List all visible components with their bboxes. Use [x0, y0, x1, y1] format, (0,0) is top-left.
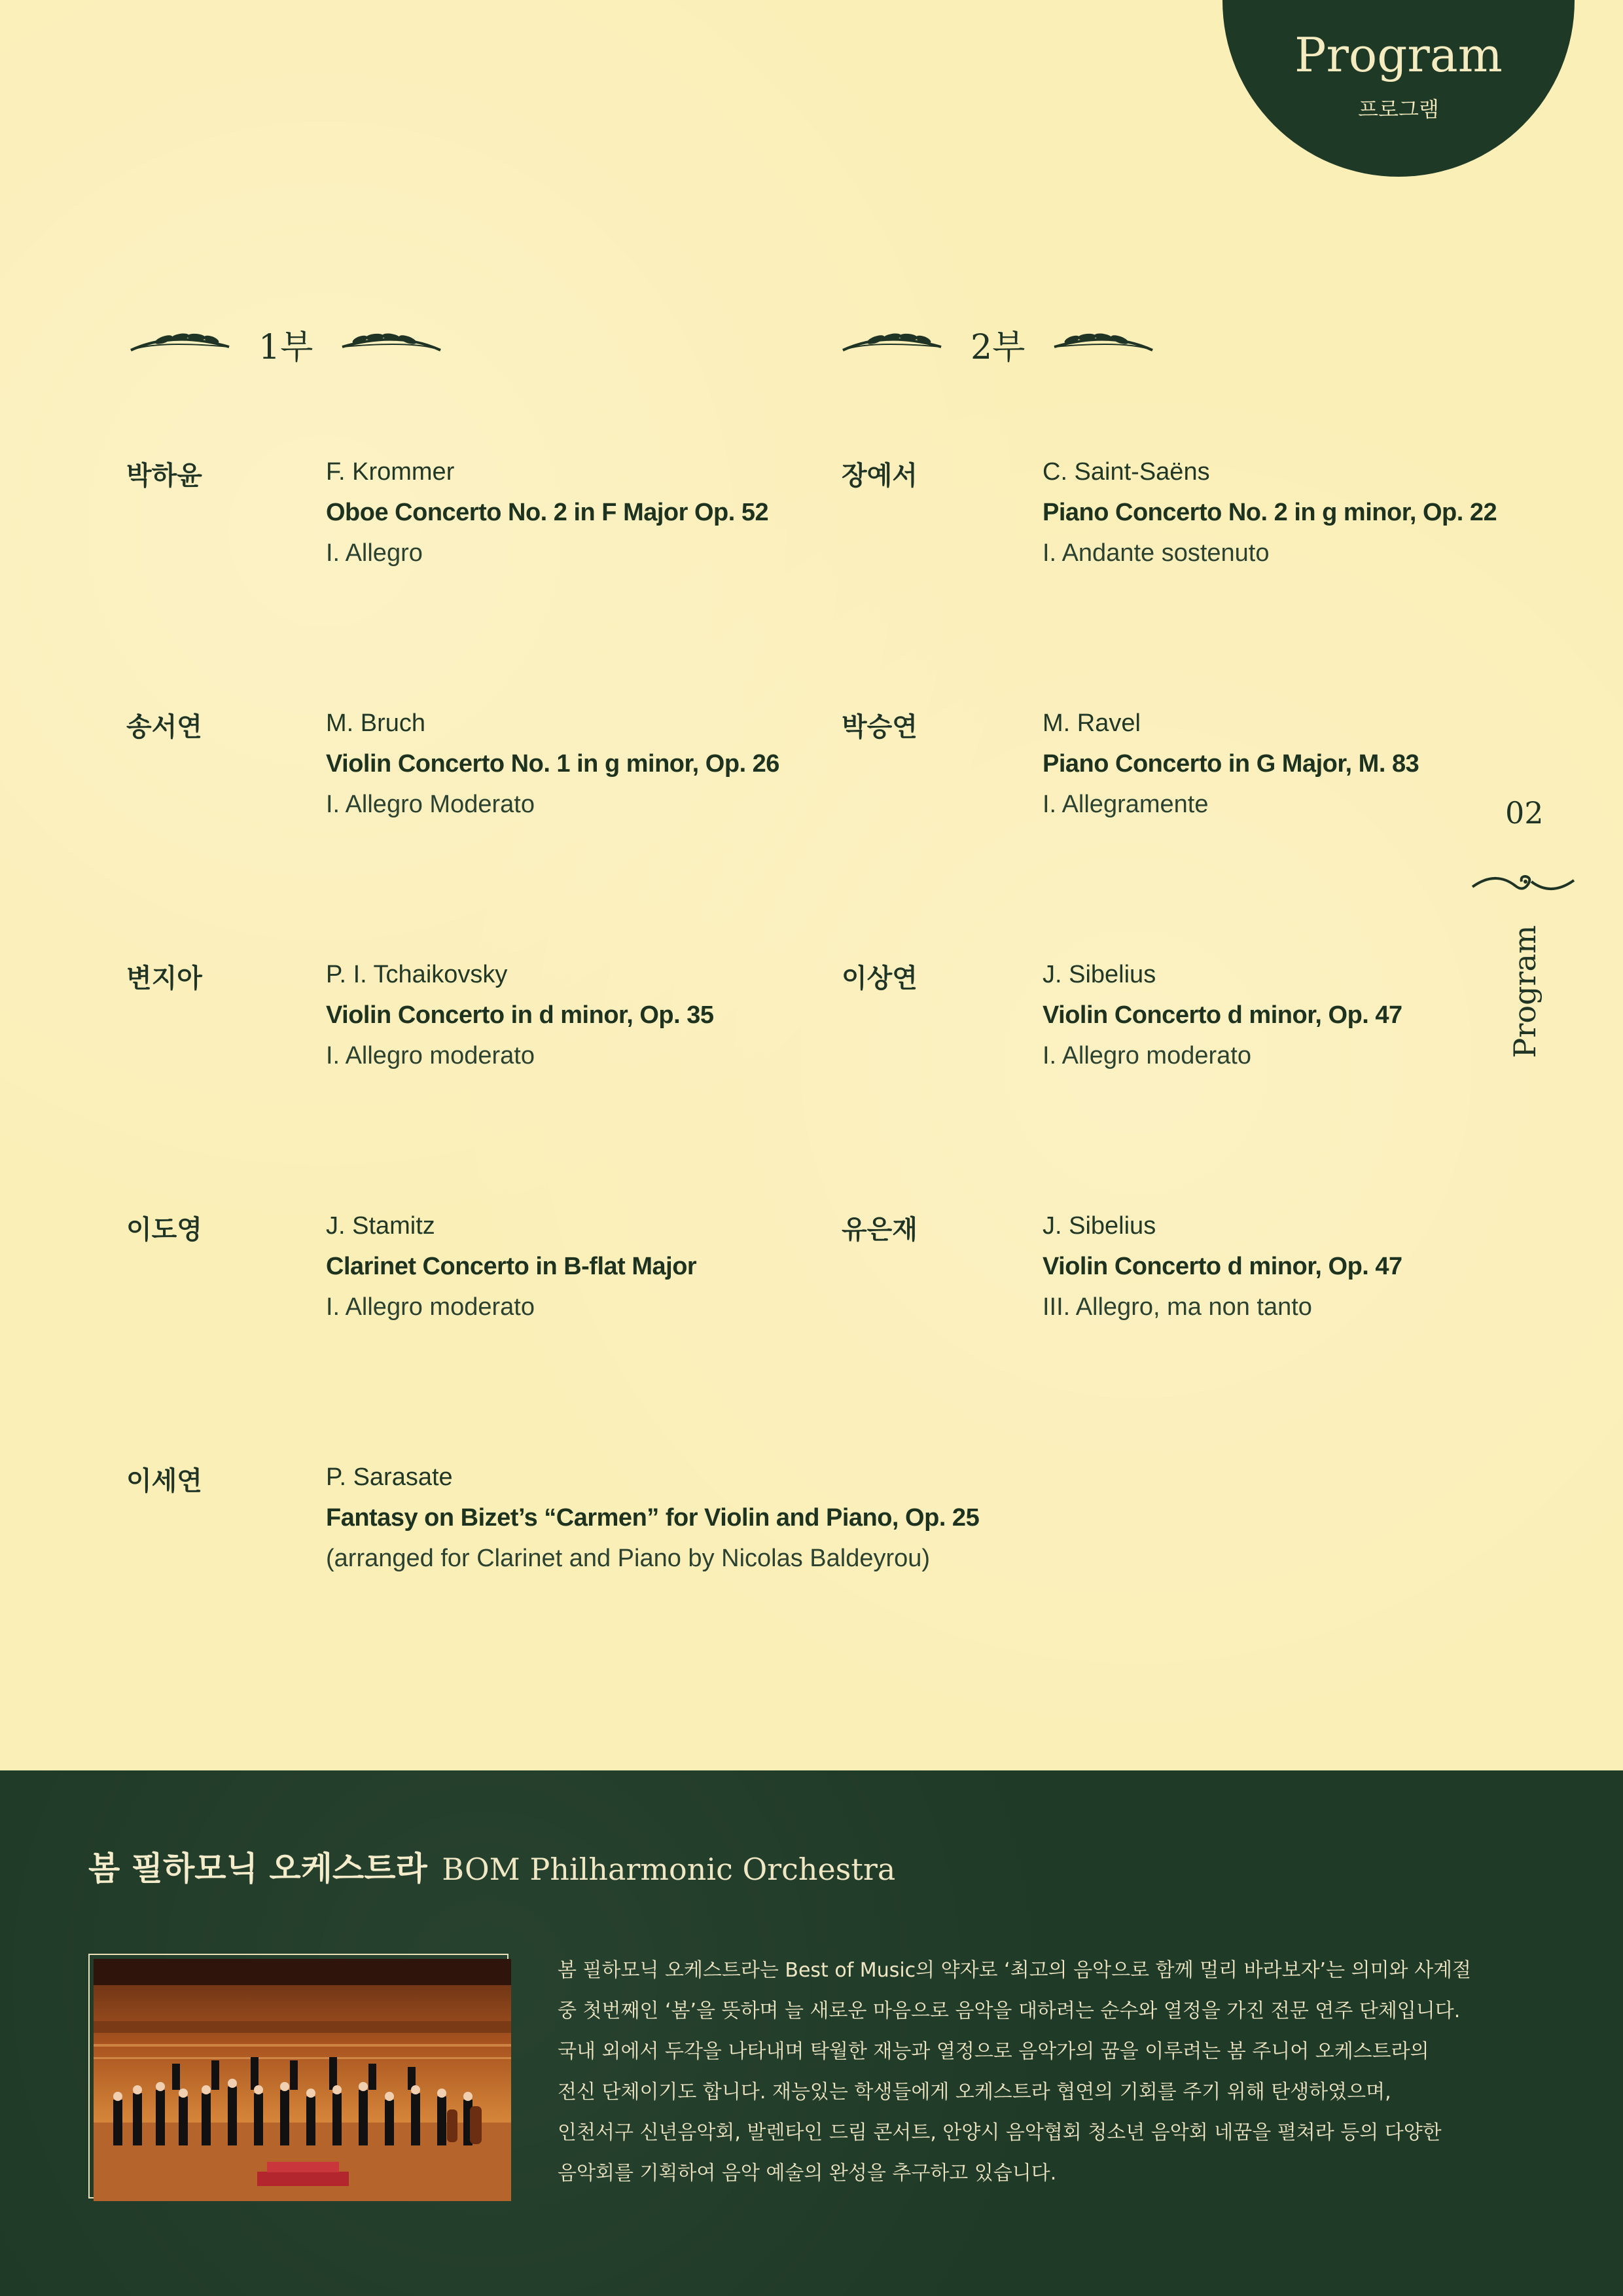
flourish-icon	[1469, 867, 1577, 900]
composer: J. Stamitz	[326, 1212, 435, 1240]
laurel-right-icon	[339, 324, 444, 363]
page-number: 02	[1505, 795, 1544, 831]
badge-title: Program	[1294, 27, 1503, 82]
side-label	[1502, 926, 1548, 1057]
orchestra-photo	[94, 1959, 511, 2201]
orchestra-section	[0, 1770, 1623, 2296]
laurel-left-icon	[840, 324, 944, 363]
composer: F. Krommer	[326, 458, 455, 486]
work-title: Violin Concerto d minor, Op. 47	[1043, 1253, 1402, 1280]
side-label-text: Program	[1507, 925, 1543, 1058]
performer-name: 송서연	[126, 712, 202, 742]
part-2-label: 2부	[971, 327, 1026, 367]
work-title: Clarinet Concerto in B-flat Major	[326, 1253, 697, 1280]
performer-name: 장예서	[842, 461, 918, 491]
composer: J. Sibelius	[1043, 1212, 1156, 1240]
work-title: Piano Concerto in G Major, M. 83	[1043, 750, 1419, 778]
performer-name: 박승연	[842, 712, 918, 742]
badge-subtitle: 프로그램	[1358, 97, 1439, 122]
performer-name: 이도영	[126, 1215, 202, 1245]
part-2-header	[840, 317, 1156, 370]
program-item	[1043, 1206, 1623, 1327]
performer-name: 박하윤	[126, 461, 202, 491]
program-item	[326, 1457, 1373, 1579]
movement: I. Allegro moderato	[326, 1042, 535, 1069]
work-title: Violin Concerto d minor, Op. 47	[1043, 1001, 1402, 1029]
movement: I. Andante sostenuto	[1043, 539, 1270, 567]
movement: (arranged for Clarinet and Piano by Nicolas Baldeyrou)	[326, 1545, 931, 1572]
movement: I. Allegro	[326, 539, 423, 567]
orchestra-title-korean: 봄 필하모닉 오케스트라	[88, 1850, 427, 1888]
work-title: Piano Concerto No. 2 in g minor, Op. 22	[1043, 499, 1497, 526]
laurel-left-icon	[128, 324, 232, 363]
composer: C. Saint-Saëns	[1043, 458, 1210, 486]
description-line: 인천서구 신년음악회, 발렌타인 드림 콘서트, 안양시 음악협회 청소년 음악회 네꿈을 펼쳐라 등의 다양한	[558, 2121, 1442, 2144]
performer-name: 변지아	[126, 963, 202, 994]
part-1-header	[128, 317, 444, 370]
composer: M. Ravel	[1043, 709, 1141, 737]
movement: I. Allegramente	[1043, 791, 1209, 818]
work-title: Fantasy on Bizet’s “Carmen” for Violin and Piano, Op. 25	[326, 1504, 980, 1532]
movement: I. Allegro Moderato	[326, 791, 535, 818]
laurel-right-icon	[1051, 324, 1156, 363]
work-title: Violin Concerto in d minor, Op. 35	[326, 1001, 714, 1029]
orchestra-description	[558, 1950, 1487, 2194]
movement: I. Allegro moderato	[326, 1293, 535, 1321]
performer-name: 유은재	[842, 1215, 918, 1245]
work-title: Oboe Concerto No. 2 in F Major Op. 52	[326, 499, 769, 526]
description-line: 국내 외에서 두각을 나타내며 탁월한 재능과 열정으로 음악가의 꿈을 이루려는 봄 주니어 오케스트라의	[558, 2040, 1429, 2063]
program-item	[1043, 452, 1623, 573]
composer: M. Bruch	[326, 709, 426, 737]
composer: J. Sibelius	[1043, 961, 1156, 988]
description-line: 전신 단체이기도 합니다. 재능있는 학생들에게 오케스트라 협연의 기회를 주기 위해 탄생하였으며,	[558, 2081, 1391, 2104]
performer-name: 이상연	[842, 963, 918, 994]
performer-name: 이세연	[126, 1466, 202, 1496]
composer: P. I. Tchaikovsky	[326, 961, 508, 988]
movement: III. Allegro, ma non tanto	[1043, 1293, 1312, 1321]
composer: P. Sarasate	[326, 1463, 453, 1491]
orchestra-title-english: BOM Philharmonic Orchestra	[442, 1852, 896, 1887]
description-line: 음악회를 기획하여 음악 예술의 완성을 추구하고 있습니다.	[558, 2162, 1057, 2185]
description-line: 중 첫번째인 ‘봄’을 뜻하며 늘 새로운 마음으로 음악을 대하려는 순수와 열정을 가진 전문 연주 단체입니다.	[558, 2000, 1461, 2022]
description-line: 봄 필하모닉 오케스트라는 Best of Music의 약자로 ‘최고의 음악으로 함께 멀리 바라보자’는 의미와 사계절	[558, 1959, 1472, 1982]
orchestra-title	[88, 1842, 895, 1890]
movement: I. Allegro moderato	[1043, 1042, 1251, 1069]
part-1-label: 1부	[259, 327, 313, 367]
work-title: Violin Concerto No. 1 in g minor, Op. 26	[326, 750, 779, 778]
